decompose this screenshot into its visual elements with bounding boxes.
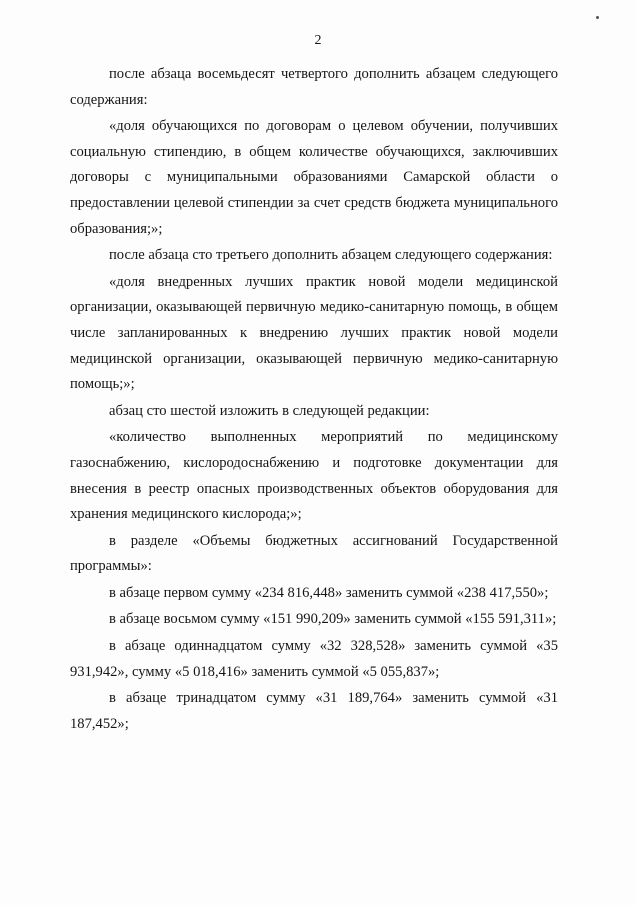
paragraph-add-after-103: после абзаца сто третьего дополнить абзацем следующего содержания:: [109, 247, 553, 264]
paragraph-amount-first: в абзаце первом сумму «234 816,448» заменить суммой «238 417,550»;: [109, 584, 549, 601]
paragraph-quote-best-practices-share: «доля внедренных лучших практик новой модели медицинской организации, оказывающей первичную медико-санитарную помощь, в общем числе запланированных к внедрению лучших практик новой модели медицинской организации, оказывающей первичную медико-санитарную помощь;»;: [70, 273, 558, 393]
paragraph-quote-oxygen-measures: «количество выполненных мероприятий по медицинскому газоснабжению, кислородоснабжению и подготовке документации для внесения в реестр опасных производственных объектов оборудования для хранения медицинского кислорода;»;: [70, 429, 558, 523]
paragraph-amount-eighth: в абзаце восьмом сумму «151 990,209» заменить суммой «155 591,311»;: [109, 611, 557, 628]
page-number: 2: [314, 33, 322, 48]
paragraph-amount-eleventh: в абзаце одиннадцатом сумму «32 328,528» заменить суммой «35 931,942», сумму «5 018,416» заменить суммой «5 055,837»;: [70, 638, 558, 680]
paragraph-add-after-84: после абзаца восемьдесят четвертого дополнить абзацем следующего содержания:: [70, 66, 558, 108]
document-body: [70, 62, 558, 737]
paragraph-budget-section: в разделе «Объемы бюджетных ассигнований Государственной программы»:: [70, 532, 558, 575]
paragraph-quote-scholarship-share: «доля обучающихся по договорам о целевом обучении, получивших социальную стипендию, в общем количестве обучающихся, заключивших договоры с муниципальными образованиями Самарской области о предоставлении целевой стипендии за счет средств бюджета муниципального образования;»;: [70, 118, 558, 237]
scan-speck: [596, 16, 599, 19]
paragraph-amount-thirteenth: в абзаце тринадцатом сумму «31 189,764» заменить суммой «31 187,452»;: [70, 690, 558, 732]
paragraph-replace-106: абзац сто шестой изложить в следующей редакции:: [109, 402, 430, 419]
